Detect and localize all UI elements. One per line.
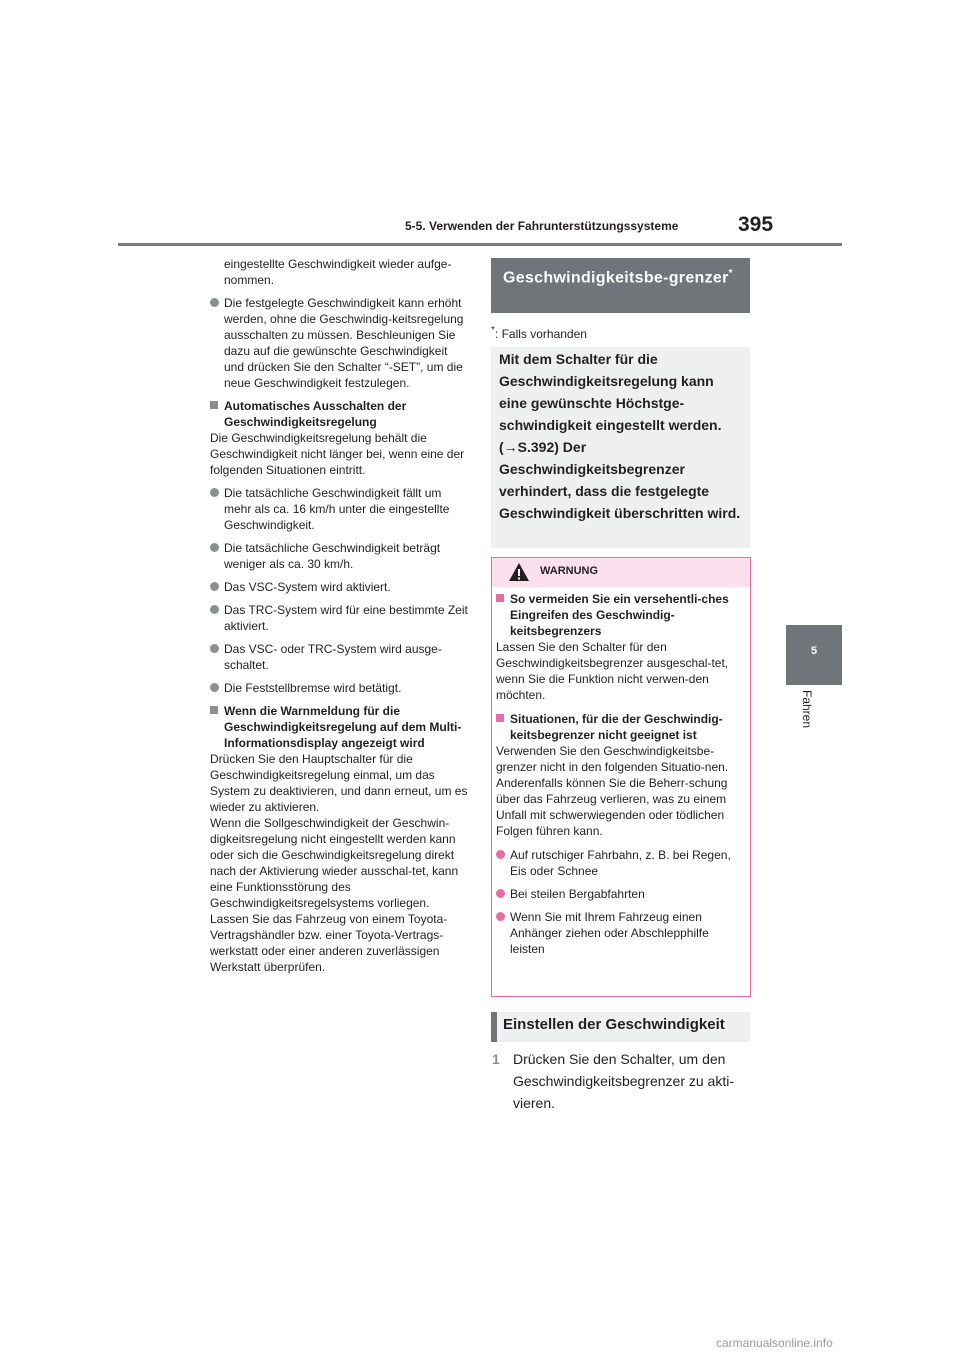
bullet-icon [496, 850, 505, 859]
list-item: Das VSC- oder TRC-System wird ausge-schaltet. [210, 641, 468, 673]
page-number: 395 [738, 213, 774, 236]
list-item: Das TRC-System wird für eine bestimmte Zeit aktiviert. [210, 602, 468, 634]
list-item: Wenn Sie mit Ihrem Fahrzeug einen Anhänger ziehen oder Abschlepphilfe leisten [496, 909, 744, 957]
paragraph: Die Geschwindigkeitsregelung behält die Geschwindigkeit nicht länger bei, wenn eine der folgenden Situationen eintritt. [210, 431, 465, 477]
section-heading: Geschwindigkeitsbe-grenzer* [503, 268, 733, 287]
warning-body [496, 591, 744, 964]
subheading-auto-off: Automatisches Ausschalten der Geschwindigkeitsregelung [210, 398, 468, 430]
list-item: Das VSC-System wird aktiviert. [210, 579, 468, 595]
left-column [210, 256, 468, 982]
section-title: 5-5. Verwenden der Fahrunterstützungssysteme [405, 219, 679, 233]
warning-header [492, 558, 750, 587]
paragraph: Verwenden Sie den Geschwindigkeitsbe-grenzer nicht in den folgenden Situatio-nen. [496, 744, 729, 774]
bullet-icon [496, 912, 505, 921]
bullet-icon [210, 582, 219, 591]
warning-label: WARNUNG [540, 565, 599, 577]
step-text: Drücken Sie den Schalter, um den Geschwindigkeitsbegrenzer zu akti-vieren. [513, 1051, 734, 1111]
bullet-icon [210, 683, 219, 692]
list-item: Bei steilen Bergabfahrten [496, 886, 744, 902]
list-item: Die Feststellbremse wird betätigt. [210, 680, 468, 696]
header-divider [118, 243, 842, 246]
section-heading: Einstellen der Geschwindigkeit [503, 1016, 725, 1033]
paragraph: Drücken Sie den Hauptschalter für die Geschwindigkeitsregelung einmal, um das System zu deaktivieren, und dann erneut, um es wieder zu aktivieren. [210, 752, 468, 814]
list-item: Die festgelegte Geschwindigkeit kann erhöht werden, ohne die Geschwindig-keitsregelung ausschalten zu müssen. Beschleunigen Sie dazu auf die gewünschte Geschwindigkeit und drücken Sie den Schalter “-SET”, um die neue Geschwindigkeit festzulegen. [210, 295, 468, 391]
list-item: Auf rutschiger Fahrbahn, z. B. bei Regen, Eis oder Schnee [496, 847, 744, 879]
square-bullet-icon [496, 714, 504, 722]
chapter-tab-number: 5 [810, 645, 818, 657]
step-number: 1 [492, 1051, 500, 1067]
bullet-icon [210, 298, 219, 307]
chapter-label: Fahren [800, 690, 814, 729]
paragraph: Wenn die Sollgeschwindigkeit der Geschwin-digkeitsregelung nicht eingestellt werden kann oder sich die Geschwindigkeitsregelung direkt nach der Aktivierung wieder ausschal-tet, kann eine Funktionsstörung des Geschwindigkeitsregelsystems vorliegen. Lassen Sie das Fahrzeug von einem Toyota-Vertragshändler bzw. einer Toyota-Vertrags-werkstatt oder einer anderen zuverlässigen Werkstatt überprüfen. [210, 816, 459, 974]
list-item: Die tatsächliche Geschwindigkeit fällt um mehr als ca. 16 km/h unter die eingestellte Geschwindigkeit. [210, 485, 468, 533]
bullet-icon [210, 605, 219, 614]
intro-text: Mit dem Schalter für die Geschwindigkeitsregelung kann eine gewünschte Höchstge-schwindigkeit eingestellt werden. (→S.392) Der Geschwindigkeitsbegrenzer verhindert, dass die festgelegte Geschwindigkeit überschritten wird. [499, 351, 741, 521]
paragraph: Lassen Sie den Schalter für den Geschwindigkeitsbegrenzer ausgeschal-tet, wenn Sie die Funktion nicht verwen-den möchten. [496, 640, 729, 702]
bullet-icon [496, 889, 505, 898]
square-bullet-icon [496, 594, 504, 602]
subheading-warning-message: Wenn die Warnmeldung für die Geschwindigkeitsregelung auf dem Multi-Informationsdisplay angezeigt wird [210, 703, 468, 751]
list-item: Die tatsächliche Geschwindigkeit beträgt weniger als ca. 30 km/h. [210, 540, 468, 572]
watermark: carmanualsonline.info [716, 1336, 833, 1350]
step-item [491, 1048, 756, 1114]
bullet-icon [210, 644, 219, 653]
square-bullet-icon [210, 401, 218, 409]
footnote: *: Falls vorhanden [491, 325, 587, 341]
warning-subheading: Situationen, für die der Geschwindig-keitsbegrenzer nicht geeignet ist [496, 711, 744, 743]
square-bullet-icon [210, 706, 218, 714]
warning-subheading: So vermeiden Sie ein versehentli-ches Eingreifen des Geschwindig-keitsbegrenzers [496, 591, 744, 639]
bullet-icon [210, 543, 219, 552]
continued-paragraph: eingestellte Geschwindigkeit wieder aufge-nommen. [224, 257, 452, 287]
warning-triangle-icon [508, 562, 530, 582]
paragraph: Anderenfalls können Sie die Beherr-schung über das Fahrzeug verlieren, was zu einem Unfall mit schwerwiegenden oder tödlichen Folgen führen kann. [496, 776, 728, 838]
bullet-icon [210, 488, 219, 497]
